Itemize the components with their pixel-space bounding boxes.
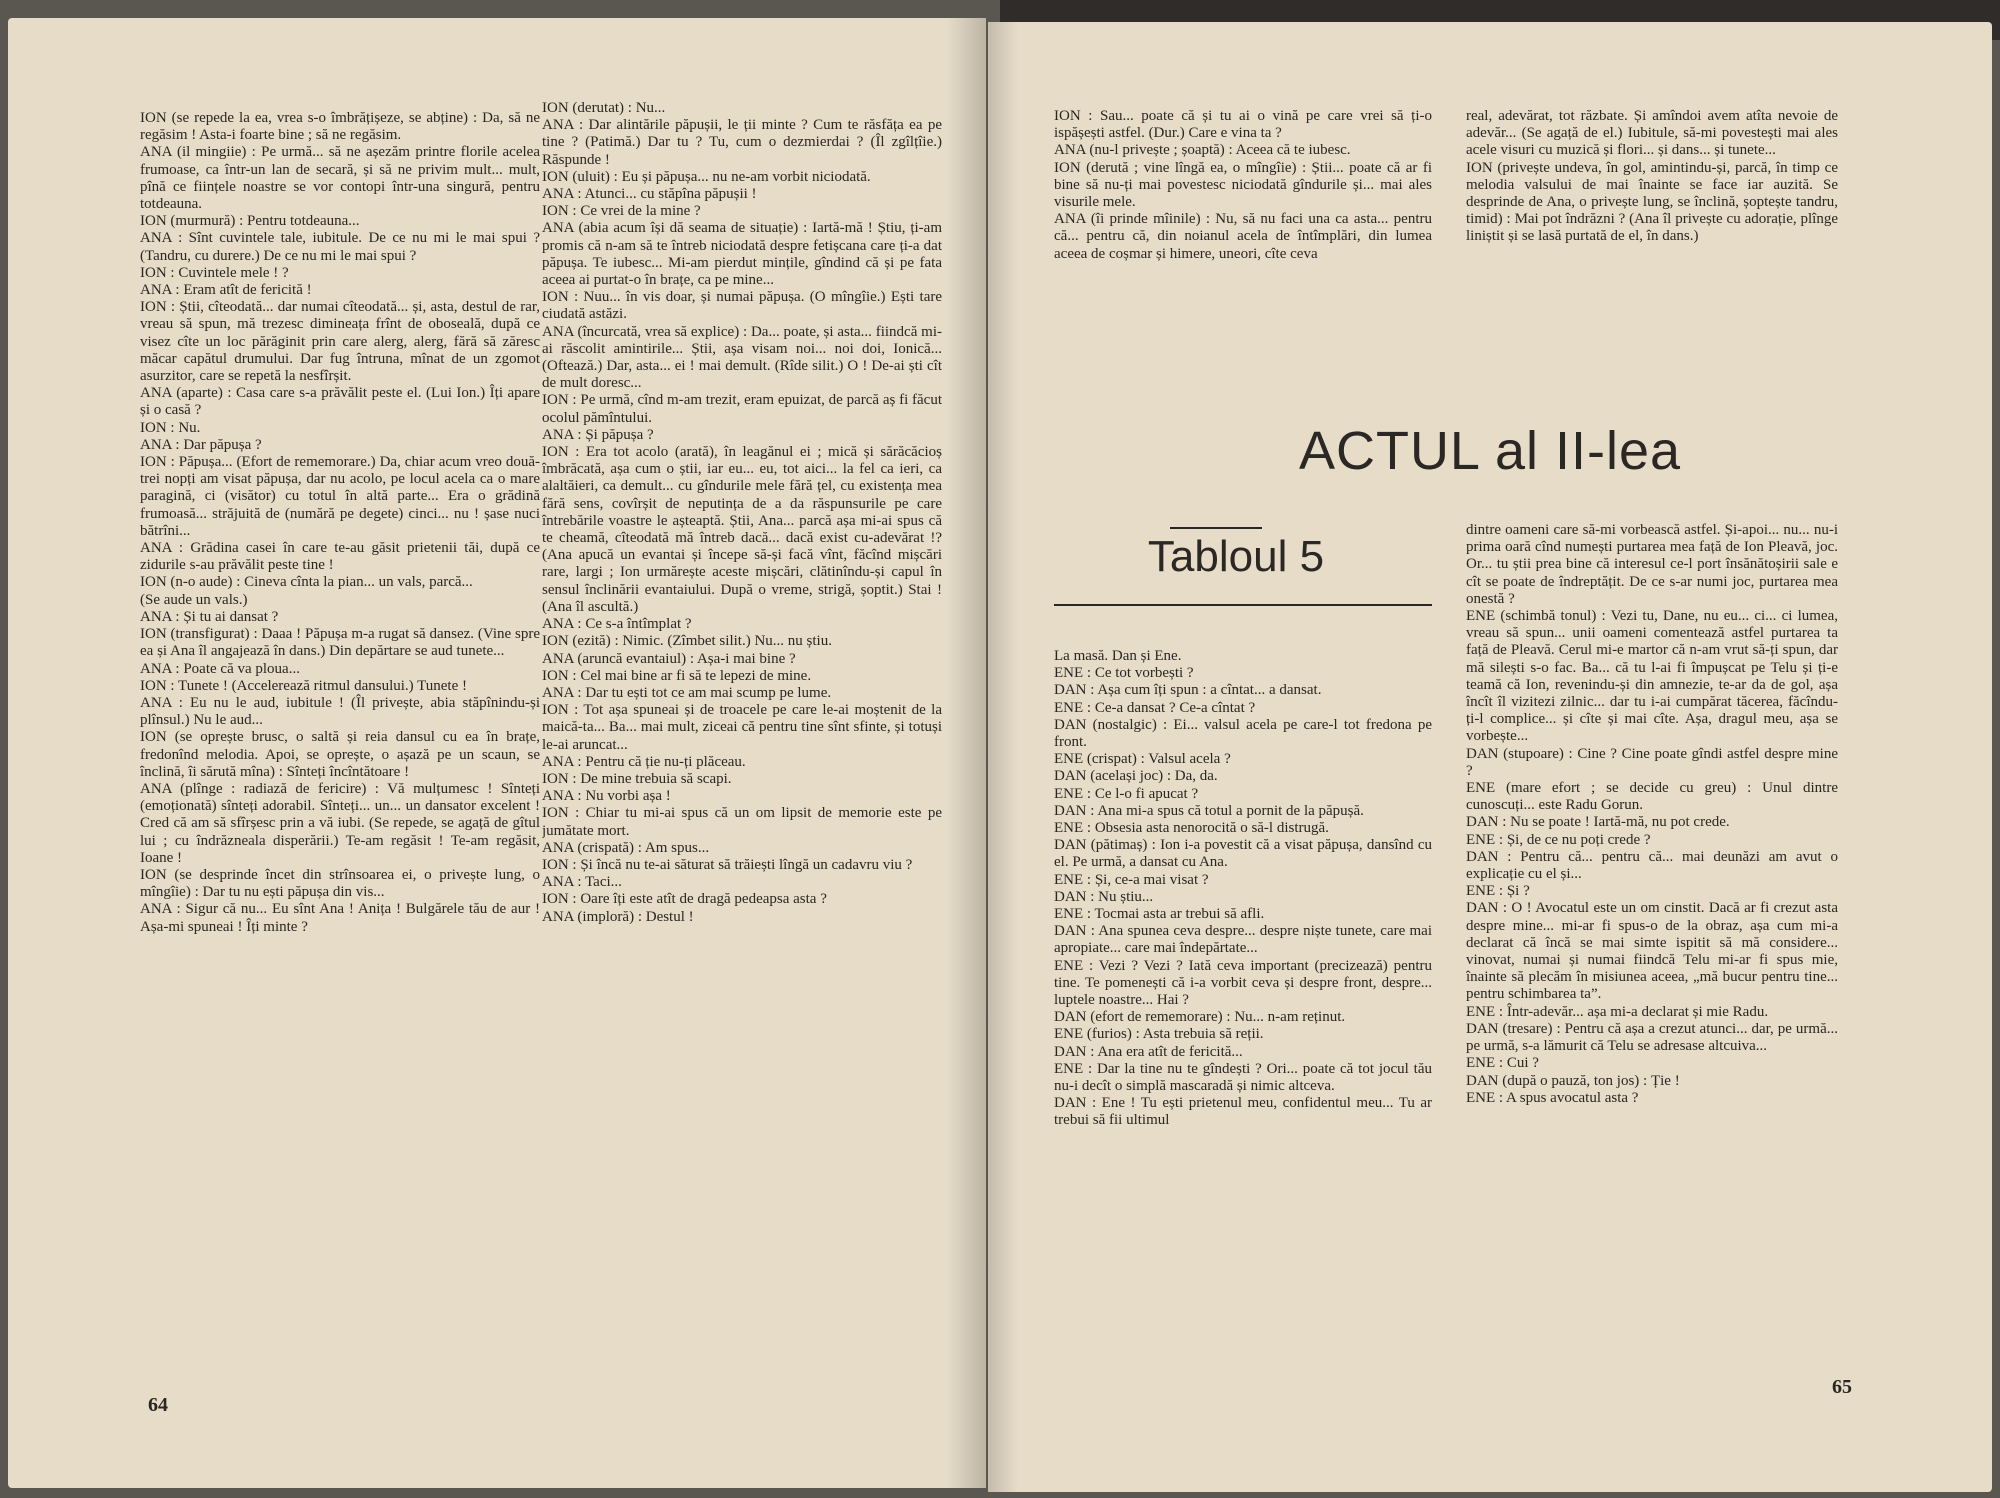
dialogue-paragraph: ANA (imploră) : Destul ! — [542, 908, 694, 925]
dialogue-paragraph: La masă. Dan și Ene. — [1054, 648, 1182, 664]
dialogue-paragraph: ION (murmură) : Pentru totdeauna... — [140, 213, 360, 230]
dialogue-paragraph: ANA : Dar păpușa ? — [140, 436, 262, 453]
dialogue-paragraph: ENE (crispat) : Valsul acela ? — [1054, 751, 1231, 768]
dialogue-paragraph: ION (se desprinde încet din strînsoarea ei, o privește lung, o mîngîie) : Dar tu nu ești păpușa din vis... — [140, 866, 540, 901]
dialogue-paragraph: ION : Chiar tu mi-ai spus că un om lipsit de memorie este pe jumătate mort. — [542, 805, 942, 839]
dialogue-paragraph: ENE : Ce l-o fi apucat ? — [1054, 785, 1199, 802]
dialogue-paragraph: ENE : Într-adevăr... așa mi-a declarat și mie Radu. — [1466, 1003, 1769, 1020]
dialogue-paragraph: ION : Tot așa spuneai și de troacele pe care le-ai moștenit de la maică-ta... Ba... mai mult, ziceai că pentru tine sînt sfinte, și totuși le-ai aruncat... — [542, 702, 942, 753]
tablou-title: Tabloul 5 — [1147, 532, 1325, 581]
dialogue-paragraph: ION : Tunete ! (Accelerează ritmul dansului.) Tunete ! — [140, 677, 468, 694]
dialogue-paragraph: ENE : Și, de ce nu poți crede ? — [1466, 831, 1651, 848]
dialogue-paragraph: ANA : Grădina casei în care te-au găsit prietenii tăi, după ce zidurile s-au prăvălit peste tine ! — [140, 540, 540, 574]
dialogue-paragraph: ANA : Eram atît de fericită ! — [140, 282, 312, 299]
dialogue-paragraph: ANA : Pentru că ție nu-ți plăceau. — [542, 753, 746, 770]
dialogue-paragraph: DAN (tresare) : Pentru că așa a crezut atunci... dar, pe urmă... pe urmă, s-a lămurit că Telu se adresase altcuiva... — [1466, 1020, 1838, 1055]
dialogue-paragraph: ANA (plînge : radiază de fericire) : Vă mulțumesc ! Sînteți (emoționată) sînteți adorabil. Sînteți... un... un dansator excelent ! Cred că am să sfîrșesc prin a vă iubi. (Se repede, se agață de gîtul lui ; cu îndrăzneala disperării.) Te-am regăsit ! Te-am regăsit, Ioane ! — [140, 780, 540, 866]
dialogue-paragraph: ION : Sau... poate că și tu ai o vină pe care vrei să ți-o ispășești astfel. (Dur.) Care e vina ta ? — [1054, 108, 1432, 142]
dialogue-paragraph: ION : Știi, cîteodată... dar numai cîteodată... și, asta, destul de rar, vreau să spun, mă trezesc dimineața frînt de oboseală, după ce visez cîte un loc părăginit prin care alerg, alerg, fără să zăresc măcar capătul drumului. Dar fug întruna, mînat de un zgomot asurzitor, care se repetă la nesfîrșit. — [140, 299, 540, 385]
gutter-shadow — [946, 18, 986, 1488]
dialogue-paragraph: ION : De mine trebuia să scapi. — [542, 770, 732, 787]
dialogue-paragraph: ANA : Dar tu ești tot ce am mai scump pe lume. — [542, 684, 832, 701]
dialogue-paragraph: ANA (aruncă evantaiul) : Așa-i mai bine ? — [542, 650, 796, 667]
dialogue-paragraph: DAN : Nu se poate ! Iartă-mă, nu pot crede. — [1466, 814, 1730, 831]
dialogue-paragraph: ANA (abia acum își dă seama de situație) : Iartă-mă ! Știu, ți-am promis că n-am să te întreb niciodată despre fetișcana care ți-a dat păpușa. Te iubesc... Mi-am pierdut mințile, gîndind că și pe fata aceea ai purtat-o în brațe, ca pe mine... — [542, 220, 942, 289]
dialogue-paragraph: ANA : Atunci... cu stăpîna păpușii ! — [542, 186, 757, 203]
dialogue-paragraph: ANA (nu-l privește ; șoaptă) : Aceea că te iubesc. — [1054, 142, 1351, 159]
page-number-right: 65 — [1832, 1376, 1852, 1398]
dialogue-paragraph: ANA : Ce s-a întîmplat ? — [542, 616, 692, 633]
dialogue-paragraph: DAN : O ! Avocatul este un om cinstit. Dacă ar fi crezut asta despre mine... mi-ar fi spus-o de la obraz, așa cum mi-a declarat că încă se mai simte ispitit să mă considere... vinovat, numai și numai fiindcă Telu mi-ar fi spus mie, înainte să plecăm în misiunea aceea, „mă bucur pentru tine... pentru schimbarea ta”. — [1466, 900, 1838, 1003]
dialogue-paragraph: ENE : Dar la tine nu te gîndești ? Ori... poate că tot jocul tău nu-i decît o simplă mascaradă și nimic altceva. — [1054, 1060, 1432, 1095]
dialogue-paragraph: ION : Nu. — [140, 419, 201, 436]
dialogue-paragraph: ANA : Nu vorbi așa ! — [542, 788, 671, 805]
dialogue-paragraph: ANA (il mingiie) : Pe urmă... să ne așezăm printre florile acelea frumoase, ca într-un lan de secară, și să ne privim mult... mult, pînă ce ființele noastre se vor contopi într-una singură, pentru totdeauna. — [140, 144, 540, 213]
dialogue-paragraph: ION : Nuu... în vis doar, și numai păpușa. (O mîngîie.) Ești tare ciudată astăzi. — [542, 289, 942, 323]
dialogue-paragraph: ANA (aparte) : Casa care s-a prăvălit peste el. (Lui Ion.) Îți apare și o casă ? — [140, 385, 540, 419]
dialogue-paragraph: ENE : Și ? — [1466, 883, 1530, 900]
dialogue-paragraph: ION : Era tot acolo (arată), în leagănul ei ; mică și sărăcăcioș îmbrăcată, așa cum o știi, iar eu... eu, tot aici... la fel ca ieri, ca alaltăieri, ca demult... cu gîndurile mele fără țel, cu existența mea fără sens, covîrșit de neputința de a da răspunsurile pe care întrebările voastre le așteaptă. Știi, Ana... parcă așa mi-ai spus că te cheamă, cîteodată mă întreb dacă... dacă exist cu-adevărat !? (Ana apucă un evantai și începe să-și facă vînt, făcînd mișcări rare, largi ; Ion urmărește aceste mișcări, clătinîndu-și capul în sensul înclinării evantaiului. După o vreme, strigă, șoptit.) Stai ! (Ana îl ascultă.) — [542, 444, 942, 615]
dialogue-paragraph: ANA (îi prinde mîinile) : Nu, să nu faci una ca asta... pentru că... pentru că, din noianul acela de întîmplări, din lumea aceea de coșmar și himere, uneori, cîte ceva — [1054, 211, 1432, 262]
right-top-column-1 — [1054, 108, 1432, 368]
dialogue-paragraph: DAN : Ana mi-a spus că totul a pornit de la păpușă. — [1054, 802, 1364, 819]
dialogue-paragraph: ION : Păpușa... (Efort de rememorare.) Da, chiar acum vreo două-trei nopți am visat păpușa, dar nu acolo, pe locul acela ca o mare paragină, ci (visător) cu totul în altă parte... Era o grădină frumoasă... străjuită de (numără pe degete) cinci... nu ! șase nuci bătrîni... — [140, 454, 540, 539]
dialogue-paragraph: DAN (pătimaș) : Ion i-a povestit că a visat păpușa, dansînd cu el. Pe urmă, a dansat cu Ana. — [1054, 837, 1432, 871]
dialogue-paragraph: ION : Cuvintele mele ! ? — [140, 264, 289, 281]
left-column-2 — [542, 100, 942, 1400]
left-column-1 — [140, 110, 540, 1440]
dialogue-paragraph: ION (n-o aude) : Cineva cînta la pian... un vals, parcă... — [140, 574, 473, 591]
dialogue-paragraph: ENE : Și, ce-a mai visat ? — [1054, 871, 1209, 888]
dialogue-paragraph: ANA (crispată) : Am spus... — [542, 839, 710, 856]
dialogue-paragraph: DAN (după o pauză, ton jos) : Ție ! — [1466, 1072, 1680, 1089]
dialogue-paragraph: DAN : Ana spunea ceva despre... despre niște tunete, care mai apropiate... care mai îndepărtate... — [1054, 923, 1432, 957]
dialogue-paragraph: ION (derutat) : Nu... — [542, 100, 666, 116]
title-rule-top — [1170, 527, 1262, 529]
dialogue-paragraph: (Se aude un vals.) — [140, 591, 248, 608]
dialogue-paragraph: ENE : A spus avocatul asta ? — [1466, 1089, 1639, 1106]
dialogue-paragraph: DAN : Pentru că... pentru că... mai deunăzi am avut o explicație cu el și... — [1466, 848, 1838, 883]
dialogue-paragraph: ENE (mare efort ; se decide cu greu) : Unul dintre cunoscuți... este Radu Gorun. — [1466, 780, 1838, 814]
act-title: ACTUL al II-lea — [1298, 421, 1682, 481]
dialogue-paragraph: ANA : Sînt cuvintele tale, iubitule. De ce nu mi le mai spui ? (Tandru, cu durere.) De ce nu mi le mai spui ? — [140, 230, 540, 264]
dialogue-paragraph: DAN : Așa cum îți spun : a cîntat... a dansat. — [1054, 682, 1322, 699]
dialogue-paragraph: DAN (același joc) : Da, da. — [1054, 768, 1218, 785]
dialogue-paragraph: ENE (schimbă tonul) : Vezi tu, Dane, nu eu... ci... ci lumea, vreau să spun... unii oameni comentează astfel purtarea ta față de Pleavă. Cerul mi-e martor că n-am vrut să-ți spun, dar mă silești s-o fac. Ba... că tu l-ai fi împușcat pe Telu și ți-e teamă că Ion, revenindu-și din amnezie, te-ar da de gol, așa încît îl vizitezi zilnic... dar tu i-ai cumpărat tăcerea, făcîndu-ți-l complice... și cîte și mai cîte. Așa, dragul meu, așa se vorbește... — [1466, 608, 1838, 745]
dialogue-paragraph: DAN : Ana era atît de fericită... — [1054, 1043, 1243, 1060]
dialogue-paragraph: ION (derută ; vine lîngă ea, o mîngîie) : Știi... poate că ar fi bine să nu-ți mai povestesc niciodată gîndurile și... mai ales visurile mele. — [1054, 159, 1432, 211]
dialogue-paragraph: ION : Cel mai bine ar fi să te lepezi de mine. — [542, 667, 812, 684]
right-page — [988, 22, 1992, 1492]
dialogue-paragraph: ANA : Și păpușa ? — [542, 426, 654, 443]
right-bottom-column-2 — [1466, 522, 1838, 1382]
page-number-left: 64 — [148, 1394, 168, 1416]
dialogue-paragraph: DAN (nostalgic) : Ei... valsul acela pe care-l tot fredona pe front. — [1054, 716, 1432, 751]
right-top-column-2 — [1466, 108, 1838, 368]
dialogue-paragraph: ANA : Sigur că nu... Eu sînt Ana ! Anița ! Bulgărele tău de aur ! Așa-mi spuneai ! Îți minte ? — [140, 901, 540, 935]
dialogue-paragraph: ENE : Ce tot vorbești ? — [1054, 665, 1194, 682]
dialogue-paragraph: ANA : Poate că va ploua... — [140, 660, 300, 677]
dialogue-paragraph: ION (uluit) : Eu și păpușa... nu ne-am vorbit niciodată. — [542, 168, 871, 185]
dialogue-paragraph: real, adevărat, tot răzbate. Și amîndoi avem atîta nevoie de adevăr... (Se agață de el.) Iubitule, să-mi povestești mai ales acele visuri cu muzică și flori... și dans... și tunete... — [1466, 108, 1838, 159]
dialogue-paragraph: ION (privește undeva, în gol, amintindu-și, parcă, în timp ce melodia valsului de mai înainte se face iar auzită. Se desprinde de Ana, o privește lung, se înclină, șoptește tandru, timid) : Mai pot îndrăzni ? (Ana îl privește cu adorație, plînge liniștit și se lasă purtată de el, în dans.) — [1466, 159, 1838, 245]
dialogue-paragraph: ENE (furios) : Asta trebuia să reții. — [1054, 1026, 1264, 1043]
dialogue-paragraph: DAN (stupoare) : Cine ? Cine poate gîndi astfel despre mine ? — [1466, 745, 1838, 779]
dialogue-paragraph: ENE : Cui ? — [1466, 1055, 1539, 1072]
dialogue-paragraph: ION (se repede la ea, vrea s-o îmbrățișeze, se abține) : Da, să ne regăsim ! Asta-i foarte bine ; să ne regăsim. — [140, 110, 540, 144]
dialogue-paragraph: ION (ezită) : Nimic. (Zîmbet silit.) Nu... nu știu. — [542, 633, 832, 650]
dialogue-paragraph: ION : Oare îți este atît de dragă pedeapsa asta ? — [542, 891, 827, 908]
dialogue-paragraph: ANA : Și tu ai dansat ? — [140, 608, 279, 625]
dialogue-paragraph: ANA : Taci... — [542, 874, 622, 891]
dialogue-paragraph: ION (se oprește brusc, o saltă și reia dansul cu ea în brațe, fredonînd melodia. Apoi, se oprește, o așază pe un scaun, se înclină, îi sărută mîna) : Sînteți încîntătoare ! — [140, 729, 540, 780]
dialogue-paragraph: ENE : Obsesia asta nenorocită o să-l distrugă. — [1054, 820, 1329, 837]
gutter-shadow — [988, 22, 1018, 1492]
dialogue-paragraph: ENE : Tocmai asta ar trebui să afli. — [1054, 906, 1265, 923]
dialogue-paragraph: ION : Ce vrei de la mine ? — [542, 203, 701, 220]
dialogue-paragraph: ION (transfigurat) : Daaa ! Păpușa m-a rugat să dansez. (Vine spre ea și Ana îl angajează în dans.) Din depărtare se aud tunete... — [140, 626, 540, 660]
dialogue-paragraph: ENE : Vezi ? Vezi ? Iată ceva important (precizează) pentru tine. Te pomenești că i-a vorbit ceva și despre front, despre... luptele noastre... Hai ? — [1054, 957, 1432, 1009]
dialogue-paragraph: ENE : Ce-a dansat ? Ce-a cîntat ? — [1054, 699, 1256, 716]
dialogue-paragraph: ANA : Dar alintările păpușii, le ții minte ? Cum te răsfăța ea pe tine ? (Patimă.) Dar tu ? Tu, cum o dezmierdai ? (Îl zgîlțîie.) Răspunde ! — [542, 117, 942, 168]
dialogue-paragraph: DAN : Nu știu... — [1054, 888, 1154, 905]
dialogue-paragraph: DAN (efort de rememorare) : Nu... n-am reținut. — [1054, 1009, 1346, 1026]
dialogue-paragraph: ANA (încurcată, vrea să explice) : Da... poate, și asta... fiindcă mi-ai răscolit amintirile... Știi, așa visam noi... noi doi, Ionică... (Oftează.) Dar, asta... ei ! mai demult. (Rîde silit.) O ! De-ai ști cît de mult doresc... — [542, 323, 942, 392]
dialogue-paragraph: ION : Pe urmă, cînd m-am trezit, eram epuizat, de parcă aș fi făcut ocolul pămîntului. — [542, 392, 942, 426]
left-page — [8, 18, 986, 1488]
title-rule-bottom — [1054, 604, 1432, 606]
dialogue-paragraph: DAN : Ene ! Tu ești prietenul meu, confidentul meu... Tu ar trebui să fii ultimul — [1054, 1095, 1432, 1129]
dialogue-paragraph: dintre oameni care să-mi vorbească astfel. Și-apoi... nu... nu-i prima oară cînd numești purtarea mea față de Ion Pleavă, joc. Or... tu știi prea bine că interesul ce-l port însănătoșirii sale e cît se poate de îndreptățit. De ce s-ar numi joc, purtarea mea onestă ? — [1466, 522, 1838, 607]
right-bottom-column-1 — [1054, 648, 1432, 1368]
dialogue-paragraph: ION : Și încă nu te-ai săturat să trăiești lîngă un cadavru viu ? — [542, 856, 913, 873]
dialogue-paragraph: ANA : Eu nu le aud, iubitule ! (Îl privește, abia stăpînindu-și plînsul.) Nu le aud... — [140, 694, 540, 729]
